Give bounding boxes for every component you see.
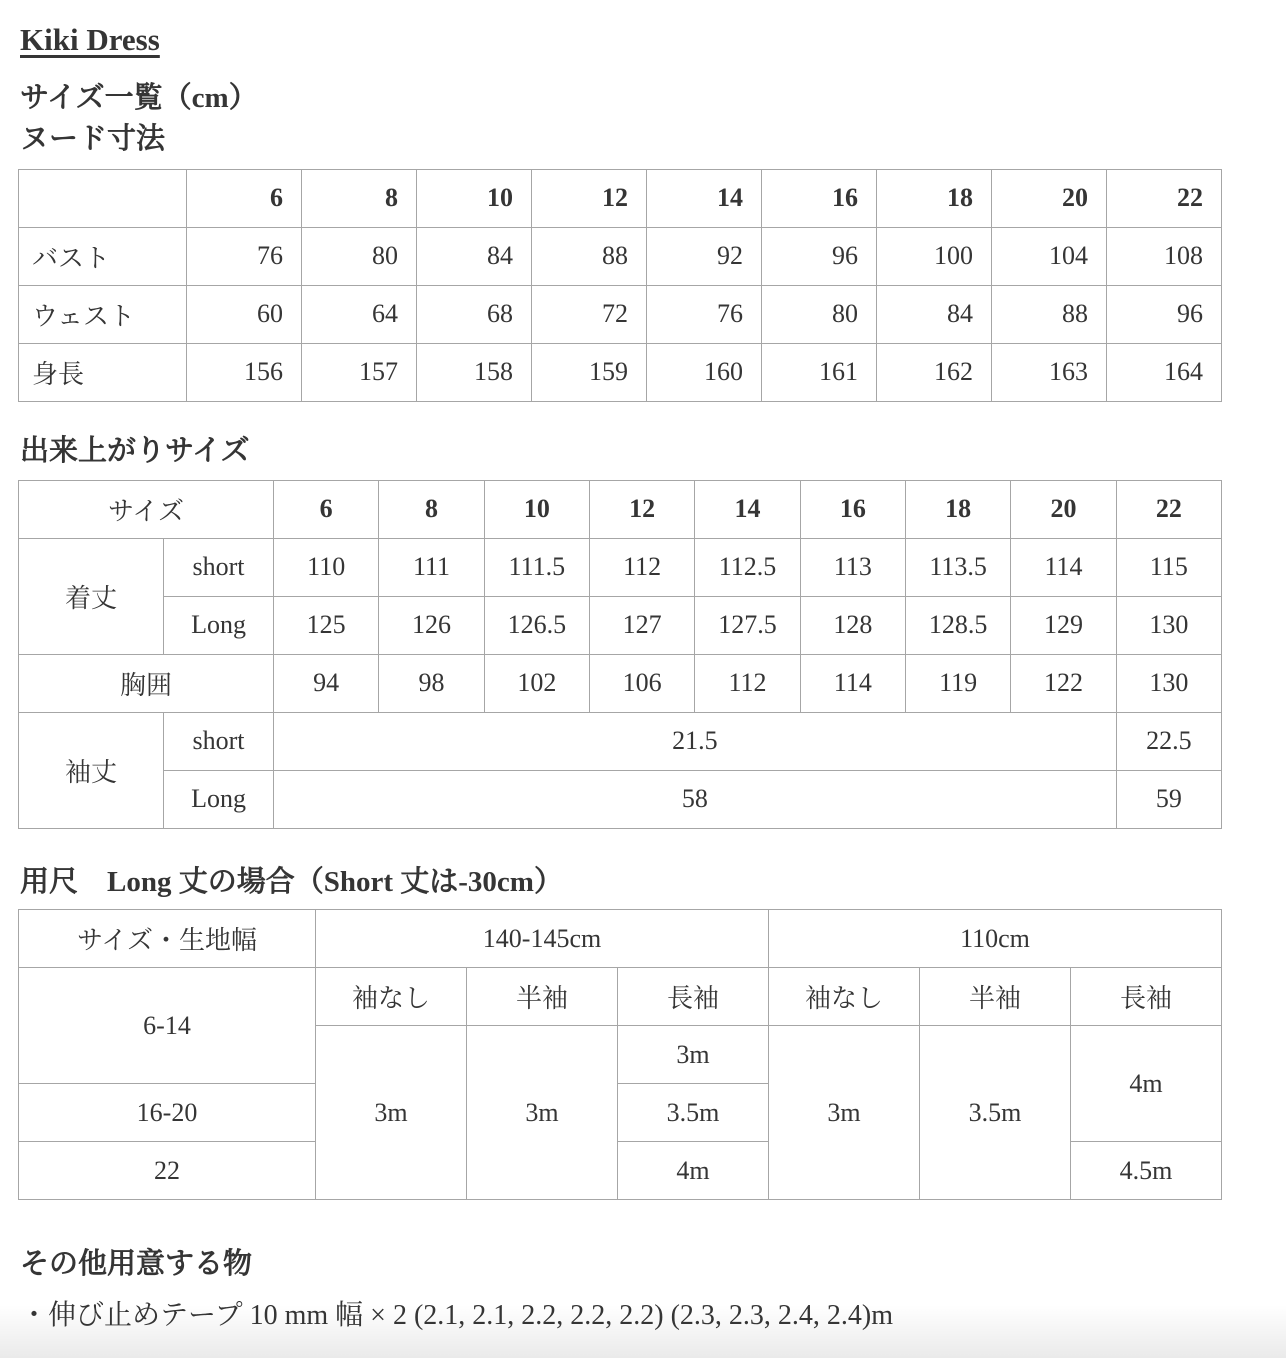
value-cell: 80: [302, 227, 417, 285]
yardage-table: [18, 909, 1222, 1200]
value-cell: 108: [1107, 227, 1222, 285]
value-cell: 92: [647, 227, 762, 285]
sleeve-type-header: 袖なし: [316, 968, 467, 1026]
value-cell: 164: [1107, 343, 1222, 401]
empty-corner-cell: [19, 169, 187, 227]
table-row: [19, 596, 1222, 654]
table-row: [19, 343, 1222, 401]
sleeve-type-header: 半袖: [467, 968, 618, 1026]
row-label-chest: 胸囲: [19, 654, 274, 712]
nude-measurements-heading: ヌード寸法: [20, 122, 166, 155]
value-cell: 127: [590, 596, 695, 654]
table-row: [19, 285, 1222, 343]
value-cell: 4.5m: [1071, 1142, 1222, 1200]
size-column-header: 8: [302, 169, 417, 227]
value-cell: 162: [877, 343, 992, 401]
row-label-waist: ウェスト: [19, 285, 187, 343]
finished-size-table: [18, 480, 1222, 829]
value-cell: 88: [532, 227, 647, 285]
sleeve-type-header: 長袖: [618, 968, 769, 1026]
value-cell: 104: [992, 227, 1107, 285]
size-column-header: 8: [379, 480, 484, 538]
size-column-header: 12: [532, 169, 647, 227]
value-cell: 125: [274, 596, 379, 654]
row-label-garment-length: 着丈: [19, 538, 164, 654]
value-cell: 64: [302, 285, 417, 343]
value-cell: 122: [1011, 654, 1116, 712]
value-cell: 3.5m: [920, 1026, 1071, 1200]
value-cell: 111.5: [484, 538, 589, 596]
value-cell: 163: [992, 343, 1107, 401]
table-header-row: [19, 910, 1222, 968]
value-cell: 106: [590, 654, 695, 712]
finished-size-heading: 出来上がりサイズ: [20, 434, 250, 467]
table-header-row: [19, 169, 1222, 227]
size-column-header: 20: [1011, 480, 1116, 538]
value-cell: 3.5m: [618, 1084, 769, 1142]
size-group-label: 22: [19, 1142, 316, 1200]
value-cell: 94: [274, 654, 379, 712]
value-cell: 68: [417, 285, 532, 343]
table-row: [19, 654, 1222, 712]
sub-row-label-long: Long: [164, 770, 274, 828]
value-cell: 112.5: [695, 538, 800, 596]
supply-list-item: ・伸び止めテープ 10 mm 幅 × 2 (2.1, 2.1, 2.2, 2.2, 2.2) (2.3, 2.3, 2.4, 2.4)m: [20, 1300, 894, 1332]
value-cell: 159: [532, 343, 647, 401]
value-cell: 88: [992, 285, 1107, 343]
size-list-heading: サイズ一覧（cm）: [20, 82, 258, 115]
value-cell: 3m: [618, 1026, 769, 1084]
fabric-width-header-110: 110cm: [769, 910, 1222, 968]
table-row: [19, 538, 1222, 596]
sleeve-type-header: 長袖: [1071, 968, 1222, 1026]
table-row: [19, 968, 1222, 1026]
value-cell: 130: [1116, 596, 1221, 654]
value-cell: 112: [590, 538, 695, 596]
value-cell: 158: [417, 343, 532, 401]
nude-measurements-table: [18, 169, 1222, 402]
size-column-header: 12: [590, 480, 695, 538]
table-header-row: [19, 480, 1222, 538]
value-cell: 156: [187, 343, 302, 401]
value-cell: 4m: [618, 1142, 769, 1200]
value-cell: 119: [905, 654, 1010, 712]
size-column-header: 6: [187, 169, 302, 227]
value-cell: 130: [1116, 654, 1221, 712]
size-column-header: 10: [417, 169, 532, 227]
row-label-sleeve-length: 袖丈: [19, 712, 164, 828]
value-cell: 60: [187, 285, 302, 343]
value-cell: 157: [302, 343, 417, 401]
value-cell: 72: [532, 285, 647, 343]
size-column-header: 22: [1107, 169, 1222, 227]
table-row: [19, 770, 1222, 828]
size-column-header: 18: [905, 480, 1010, 538]
value-cell: 114: [1011, 538, 1116, 596]
size-column-header: 22: [1116, 480, 1221, 538]
other-supplies-heading: その他用意する物: [20, 1248, 253, 1281]
yardage-heading: 用尺 Long 丈の場合（Short 丈は-30cm）: [20, 865, 563, 898]
value-cell: 3m: [467, 1026, 618, 1200]
value-cell: 84: [417, 227, 532, 285]
row-label-height: 身長: [19, 343, 187, 401]
size-column-header: 20: [992, 169, 1107, 227]
size-column-header: 6: [274, 480, 379, 538]
fabric-width-header-140: 140-145cm: [316, 910, 769, 968]
title-row: [18, 0, 1286, 58]
size-column-header: 16: [800, 480, 905, 538]
value-cell: 4m: [1071, 1026, 1222, 1142]
value-cell: 129: [1011, 596, 1116, 654]
row-label-bust: バスト: [19, 227, 187, 285]
sub-row-label-short: short: [164, 538, 274, 596]
value-cell-22: 22.5: [1116, 712, 1221, 770]
value-cell-22: 59: [1116, 770, 1221, 828]
value-cell: 115: [1116, 538, 1221, 596]
value-cell: 161: [762, 343, 877, 401]
value-cell: 110: [274, 538, 379, 596]
value-cell: 160: [647, 343, 762, 401]
size-header-label: サイズ: [19, 480, 274, 538]
value-cell: 127.5: [695, 596, 800, 654]
value-cell: 113: [800, 538, 905, 596]
corner-label: サイズ・生地幅: [19, 910, 316, 968]
size-column-header: 10: [484, 480, 589, 538]
sub-row-label-short: short: [164, 712, 274, 770]
table-row: [19, 712, 1222, 770]
value-cell: 113.5: [905, 538, 1010, 596]
value-cell: 76: [187, 227, 302, 285]
table-row: [19, 227, 1222, 285]
size-column-header: 18: [877, 169, 992, 227]
value-cell: 102: [484, 654, 589, 712]
value-cell: 98: [379, 654, 484, 712]
value-cell: 112: [695, 654, 800, 712]
value-cell: 100: [877, 227, 992, 285]
value-cell: 126: [379, 596, 484, 654]
value-cell: 96: [762, 227, 877, 285]
value-cell-merged-6-20: 21.5: [274, 712, 1117, 770]
sleeve-type-header: 袖なし: [769, 968, 920, 1026]
value-cell: 128.5: [905, 596, 1010, 654]
size-group-label: 16-20: [19, 1084, 316, 1142]
page-title: Kiki Dress: [20, 22, 160, 57]
value-cell: 126.5: [484, 596, 589, 654]
value-cell: 84: [877, 285, 992, 343]
value-cell: 111: [379, 538, 484, 596]
size-column-header: 14: [647, 169, 762, 227]
value-cell: 3m: [769, 1026, 920, 1200]
size-column-header: 14: [695, 480, 800, 538]
value-cell: 96: [1107, 285, 1222, 343]
sleeve-type-header: 半袖: [920, 968, 1071, 1026]
value-cell: 80: [762, 285, 877, 343]
sub-row-label-long: Long: [164, 596, 274, 654]
value-cell: 3m: [316, 1026, 467, 1200]
value-cell: 76: [647, 285, 762, 343]
value-cell: 114: [800, 654, 905, 712]
size-group-label: 6-14: [19, 968, 316, 1084]
size-column-header: 16: [762, 169, 877, 227]
value-cell-merged-6-20: 58: [274, 770, 1117, 828]
value-cell: 128: [800, 596, 905, 654]
